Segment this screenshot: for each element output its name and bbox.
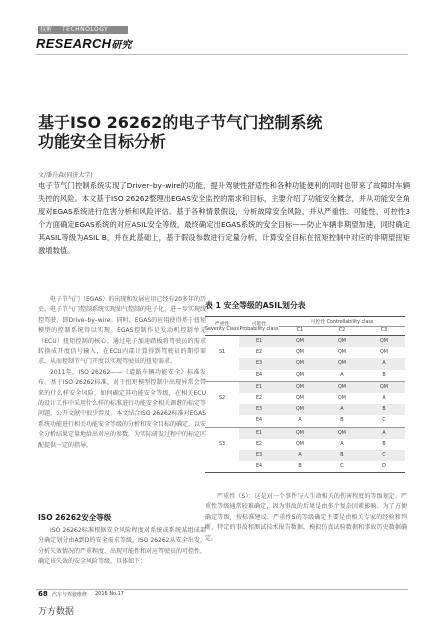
cell-c3: QM	[363, 381, 405, 393]
cell-c3: QM	[363, 336, 405, 348]
cell-probability: E2	[255, 441, 263, 447]
cell-severity: S3	[218, 441, 226, 447]
cell-c1: QM	[279, 370, 321, 382]
cell-c1: QM	[296, 441, 304, 447]
severity-paragraph: 严重性（S）：这是对一个事件与人生命相关的伤害程度的等级划定。严重性等级通常较难确定，因为事故的后果是由多个复杂因素影响。为了方便确定等级，按标准建议，严重性S的等级确定主要是由相关专家的经验和判断，特定的事故和测试技术报告数据，模拟仿真试验数据和事故历史数据确定。	[205, 493, 407, 542]
cell-c2: QM	[321, 358, 363, 369]
cell-c2: B	[321, 450, 363, 461]
table-title: 表 1 安全等级的ASIL划分表	[205, 301, 306, 310]
cell-severity	[205, 415, 239, 427]
cell-probability: E1	[239, 381, 279, 393]
cell-severity	[205, 336, 239, 348]
cell-c2: C	[340, 464, 344, 470]
journal-issue: 2016 No.17	[95, 591, 124, 597]
table-row	[205, 393, 405, 404]
table-row	[205, 358, 405, 369]
cell-c3: A	[382, 396, 386, 402]
column-tag-cn: 技術	[40, 26, 53, 33]
cell-probability: E4	[255, 464, 263, 470]
header-probability	[239, 317, 279, 336]
cell-c2: A	[340, 441, 344, 447]
cell-c1: A	[279, 450, 321, 461]
cell-c3: C	[363, 450, 405, 461]
asil-table	[205, 316, 405, 473]
header-c2: C2	[338, 328, 346, 334]
header-severity-en: Severity Class	[205, 327, 239, 332]
column-tag-en: TECHNOLOGY	[62, 26, 109, 33]
cell-c1: QM	[296, 396, 304, 402]
cell-probability: E4	[239, 370, 279, 382]
header-controllability-cn: 可控性	[310, 319, 326, 325]
cell-c1: QM	[279, 358, 321, 369]
cell-c3: B	[382, 441, 386, 447]
source-watermark: 万方数据	[38, 607, 75, 617]
severity-text	[205, 492, 407, 544]
article-abstract: 电子节气门控制系统实现了Driver–by–wire的功能，提升驾驶性舒适性和各种功能便利的同时也带来了故障时车辆失控的风险。本文基于ISO 26262整理出EGAS安全监控的需求和目标，主要介绍了功能安全概念，并从功能安全角度对EGAS系统进行危害分析和风险评估。基于各种情景假设，分析故障安全风险，并从严重性、可能性、可控性3个方面确定EGAS系统的对应ASIL安全等级，最终确定出EGAS系统的安全目标——防止车辆非期望加速，同时确定其ASIL等级为ASIL B，并在此基础上，基于假设参数进行定量分析，计算安全目标在扭矩控制中对应的非期望扭矩激增数值。	[38, 181, 410, 255]
header-c3: C3	[380, 328, 388, 334]
intro-paragraph-1: 电子节气门（EGAS）的出现和发展应用已经有20多年的历史。电子节气门控制系统实现油气控制的电子化，进一步实现线控驾驶，即Drive–by–wire。同时，EGAS的应用使得基于扭矩模型的控制系统得以实现。EGAS控制作是发动机控制单元（ECU）扭矩控制的核心。通过电子加速踏板将驾驶员的需求转换成开度信号输入，在ECU内部计算得到驾驶员的期望需求，从而控制节气门开度以实现驾驶员的扭矩需求。	[38, 296, 207, 366]
cell-c1: B	[298, 464, 302, 470]
table-row	[205, 381, 405, 393]
section-heading: ISO 26262安全等级	[38, 513, 112, 522]
cell-severity	[205, 461, 239, 473]
table-row	[205, 450, 405, 461]
journal-name: 汽车与驾驶维修	[52, 592, 88, 598]
cell-c2: A	[321, 404, 363, 415]
cell-c3: QM	[380, 350, 388, 356]
cell-c1: QM	[296, 350, 304, 356]
cell-c2: B	[321, 415, 363, 427]
table-row	[205, 427, 405, 439]
cell-c3: B	[363, 404, 405, 415]
header-controllability	[279, 317, 405, 327]
cell-c3: A	[363, 427, 405, 439]
cell-c3: A	[363, 358, 405, 369]
cell-probability: E3	[239, 404, 279, 415]
header-probability-en: Probability class	[239, 327, 279, 332]
table-row	[205, 415, 405, 427]
cell-probability: E1	[239, 336, 279, 348]
section-label-cn: 研究	[111, 40, 132, 51]
footer-divider	[36, 589, 408, 590]
cell-probability: E3	[239, 450, 279, 461]
article-title-line2: 功能安全目标分析	[38, 132, 167, 151]
cell-c2: QM	[337, 396, 346, 402]
cell-c1: QM	[279, 381, 321, 393]
section-label-en: RESEARCH	[36, 36, 112, 51]
header-severity	[205, 317, 239, 336]
cell-severity	[205, 358, 239, 369]
cell-probability: E4	[239, 415, 279, 427]
table-row	[205, 347, 405, 358]
article-title-line1: 基于ISO 26262的电子节气门控制系统	[38, 113, 323, 132]
cell-c3: B	[363, 370, 405, 382]
table-row	[205, 461, 405, 473]
cell-severity	[205, 370, 239, 382]
table-row	[205, 370, 405, 382]
cell-c2: QM	[321, 427, 363, 439]
section-text	[38, 526, 206, 568]
article-author: 文/潘升森(同济大学)	[38, 172, 93, 179]
cell-c2: QM	[321, 336, 363, 348]
cell-severity	[205, 381, 239, 393]
header-divider	[36, 54, 408, 55]
cell-probability: E2	[255, 350, 263, 356]
cell-probability: E3	[239, 358, 279, 369]
cell-probability: E2	[255, 396, 263, 402]
section-paragraph-1: ISO 26262标准根据安全风险程度对系统或系统某组成部分确定划分由A到D的安全需求等级，ISO 26262从安全出发，分析失效情况的严重程度、出现可能性和对应驾驶员的可控性，确定该失效的安全风险等级，具体如下：	[38, 527, 207, 566]
header-severity-cn: 严重性	[214, 322, 230, 327]
cell-c2: QM	[321, 381, 363, 393]
cell-severity	[205, 404, 239, 415]
cell-c1: QM	[279, 404, 321, 415]
table-row	[205, 439, 405, 450]
table-row	[205, 336, 405, 348]
intro-paragraph-2: 2011年，ISO 26262——《道路车辆功能安全》标准发布。基于ISO 26262标准，对于扭矩模型控制中出现异常会带来的什么样安全风险，如何确定其功能安全等级，在相关ECU的设计工作中采用什么样的标准进行功能安全相关调谐的标定等问题，公开文献中很少涉及。本文结合ISO 26262标准对EGAS系统功能进行相关功能安全等级的分析和安全目标的确定，以安全分析结果定量地给出对应的参数，为实际研发过程中的标定匹配提供一定的指导。	[38, 368, 207, 449]
cell-severity: S1	[218, 350, 226, 356]
cell-c1: A	[279, 415, 321, 427]
cell-c1: QM	[279, 427, 321, 439]
cell-c1: QM	[279, 336, 321, 348]
cell-severity	[205, 450, 239, 461]
header-controllability-en: Controllability class	[326, 319, 374, 325]
article-title	[38, 113, 398, 151]
cell-c2: A	[321, 370, 363, 382]
page-number: 68	[38, 590, 48, 598]
cell-c3: C	[363, 415, 405, 427]
header-probability-cn: 可能性	[251, 322, 267, 327]
cell-severity	[205, 427, 239, 439]
header-c1: C1	[296, 328, 304, 334]
table-row	[205, 404, 405, 415]
cell-c2: QM	[337, 350, 346, 356]
table-header-row	[205, 317, 405, 327]
intro-text	[38, 295, 206, 451]
cell-severity: S2	[218, 396, 226, 402]
cell-c3: D	[382, 464, 386, 470]
cell-probability: E1	[239, 427, 279, 439]
section-label	[36, 36, 132, 51]
